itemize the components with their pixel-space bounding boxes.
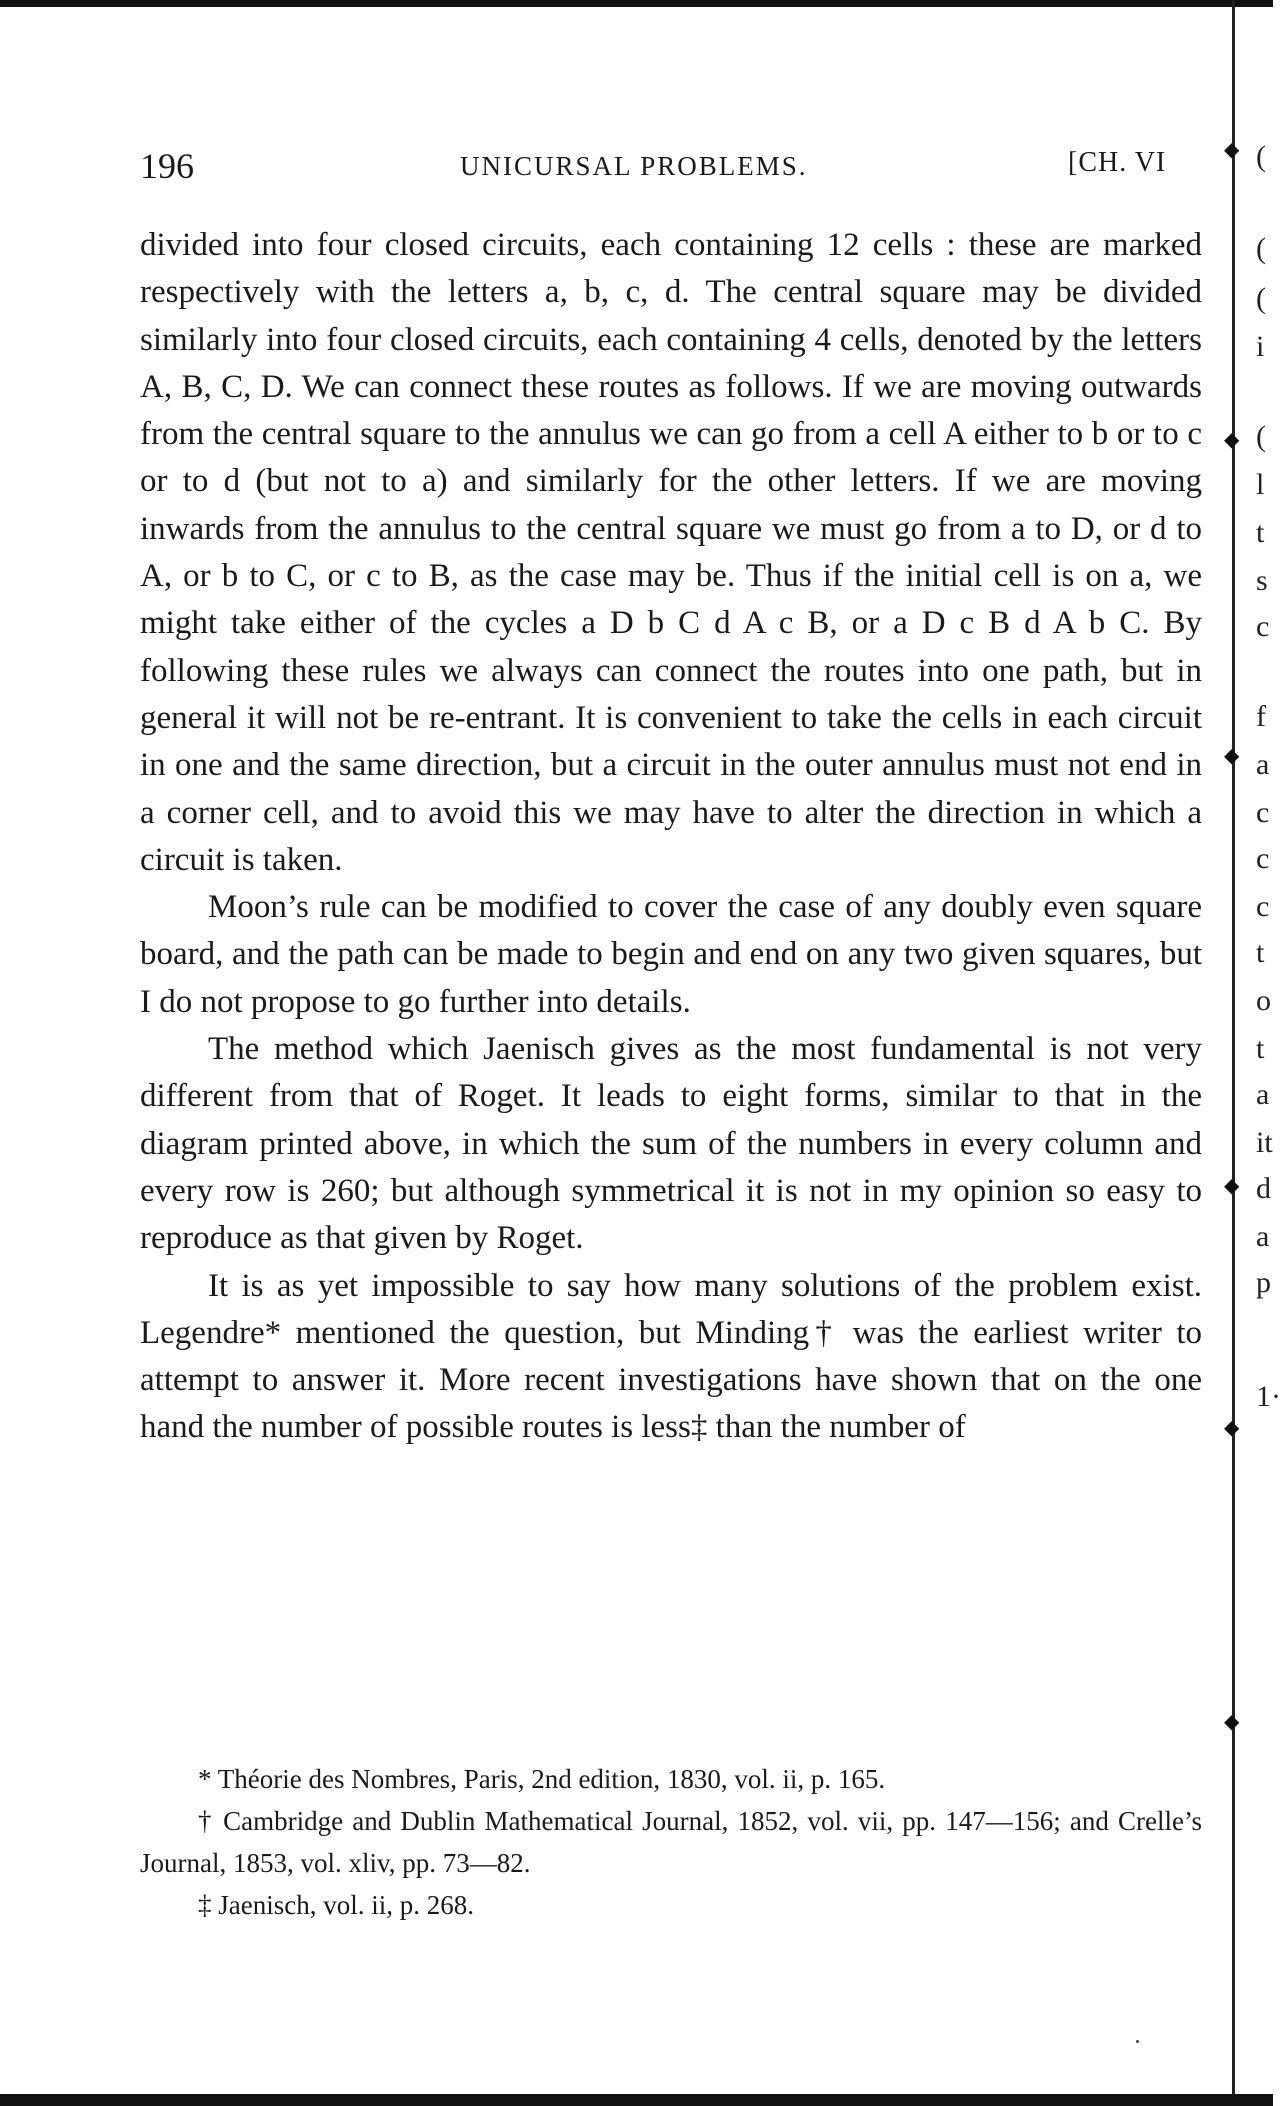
paragraph: It is as yet impossible to say how many solutions of the problem exist. Legendre* mentioned the question, but Minding† was the earliest writer to attempt to answer it. More recent investigations have shown that on the one hand the number of possible routes is less‡ than the number of [140, 1267, 1202, 1446]
footnote: ‡ Jaenisch, vol. ii, p. 268. [198, 1890, 474, 1920]
edge-glyph: it [1256, 1126, 1273, 1159]
edge-glyph: t [1256, 516, 1265, 549]
edge-glyph: a [1256, 1078, 1270, 1111]
running-title: UNICURSAL PROBLEMS. [460, 151, 808, 181]
top-border [0, 0, 1273, 7]
edge-glyph: s [1256, 564, 1268, 597]
footnotes [140, 1758, 1202, 1926]
binding-mark-icon: ◆ [1224, 743, 1240, 767]
paragraph: The method which Jaenisch gives as the most fundamental is not very different from that of Roget. It leads to eight forms, similar to that in the diagram printed above, in which the sum of the numbers in every column and every row is 260; but although symmetrical it is not in my opinion so easy to reproduce as that given by Roget. [140, 1031, 1202, 1257]
edge-glyph: t [1256, 936, 1265, 969]
edge-glyph: i [1256, 330, 1265, 363]
edge-glyph: f [1256, 700, 1266, 733]
bottom-border [0, 2094, 1273, 2106]
edge-glyph: c [1256, 610, 1270, 643]
edge-glyph: d [1256, 1172, 1271, 1205]
edge-glyph: ( [1256, 282, 1266, 315]
edge-glyph: a [1256, 1220, 1270, 1253]
binding-mark-icon: ◆ [1224, 427, 1240, 451]
page-header [140, 145, 1232, 195]
edge-glyph: p [1256, 1266, 1271, 1299]
speck [1136, 2040, 1139, 2043]
edge-glyph: l [1256, 468, 1265, 501]
edge-glyph: ( [1256, 420, 1266, 453]
edge-glyph: o [1256, 984, 1271, 1017]
body-text [140, 222, 1202, 1452]
binding-mark-icon: ◆ [1224, 1173, 1240, 1197]
binding-mark-icon: ◆ [1224, 137, 1240, 161]
edge-glyph: ( [1256, 232, 1266, 265]
edge-glyph: c [1256, 842, 1270, 875]
chapter-label: [CH. VI [1068, 147, 1167, 178]
edge-glyph: 1· [1256, 1380, 1281, 1413]
edge-glyph: c [1256, 796, 1270, 829]
paragraph: divided into four closed circuits, each containing 12 cells : these are marked respectively with the letters a, b, c, d. The central square may be divided similarly into four closed circuits, each containing 4 cells, denoted by the letters A, B, C, D. We can connect these routes as follows. If we are moving outwards from the central square to the annulus we can go from a cell A either to b or to c or to d (but not to a) and similarly for the other letters. If we are moving inwards from the annulus to the central square we must go from a to D, or d to A, or b to C, or c to B, as the case may be. Thus if the initial cell is on a, we might take either of the cycles a D b C d A c B, or a D c B d A b C. By following these rules we always can connect the routes into one path, but in general it will not be re-entrant. It is convenient to take the cells in each circuit in one and the same direction, but a circuit in the outer annulus must not end in a corner cell, and to avoid this we may have to alter the direction in which a circuit is taken. [140, 227, 1202, 878]
gutter-line [1232, 0, 1235, 2106]
edge-glyph: ( [1256, 140, 1266, 173]
page-number: 196 [140, 146, 194, 186]
edge-glyph: c [1256, 890, 1270, 923]
edge-glyph: t [1256, 1032, 1265, 1065]
binding-mark-icon: ◆ [1224, 1415, 1240, 1439]
paragraph: Moon’s rule can be modified to cover the case of any doubly even square board, and the path can be made to begin and end on any two given squares, but I do not propose to go further into details. [140, 889, 1202, 1020]
footnote: † Cambridge and Dublin Mathematical Journal, 1852, vol. vii, pp. 147—156; and Crelle’s Journal, 1853, vol. xliv, pp. 73—82. [140, 1806, 1202, 1878]
edge-glyph: a [1256, 748, 1270, 781]
binding-mark-icon: ◆ [1224, 1709, 1240, 1733]
footnote: * Théorie des Nombres, Paris, 2nd edition, 1830, vol. ii, p. 165. [198, 1764, 886, 1794]
